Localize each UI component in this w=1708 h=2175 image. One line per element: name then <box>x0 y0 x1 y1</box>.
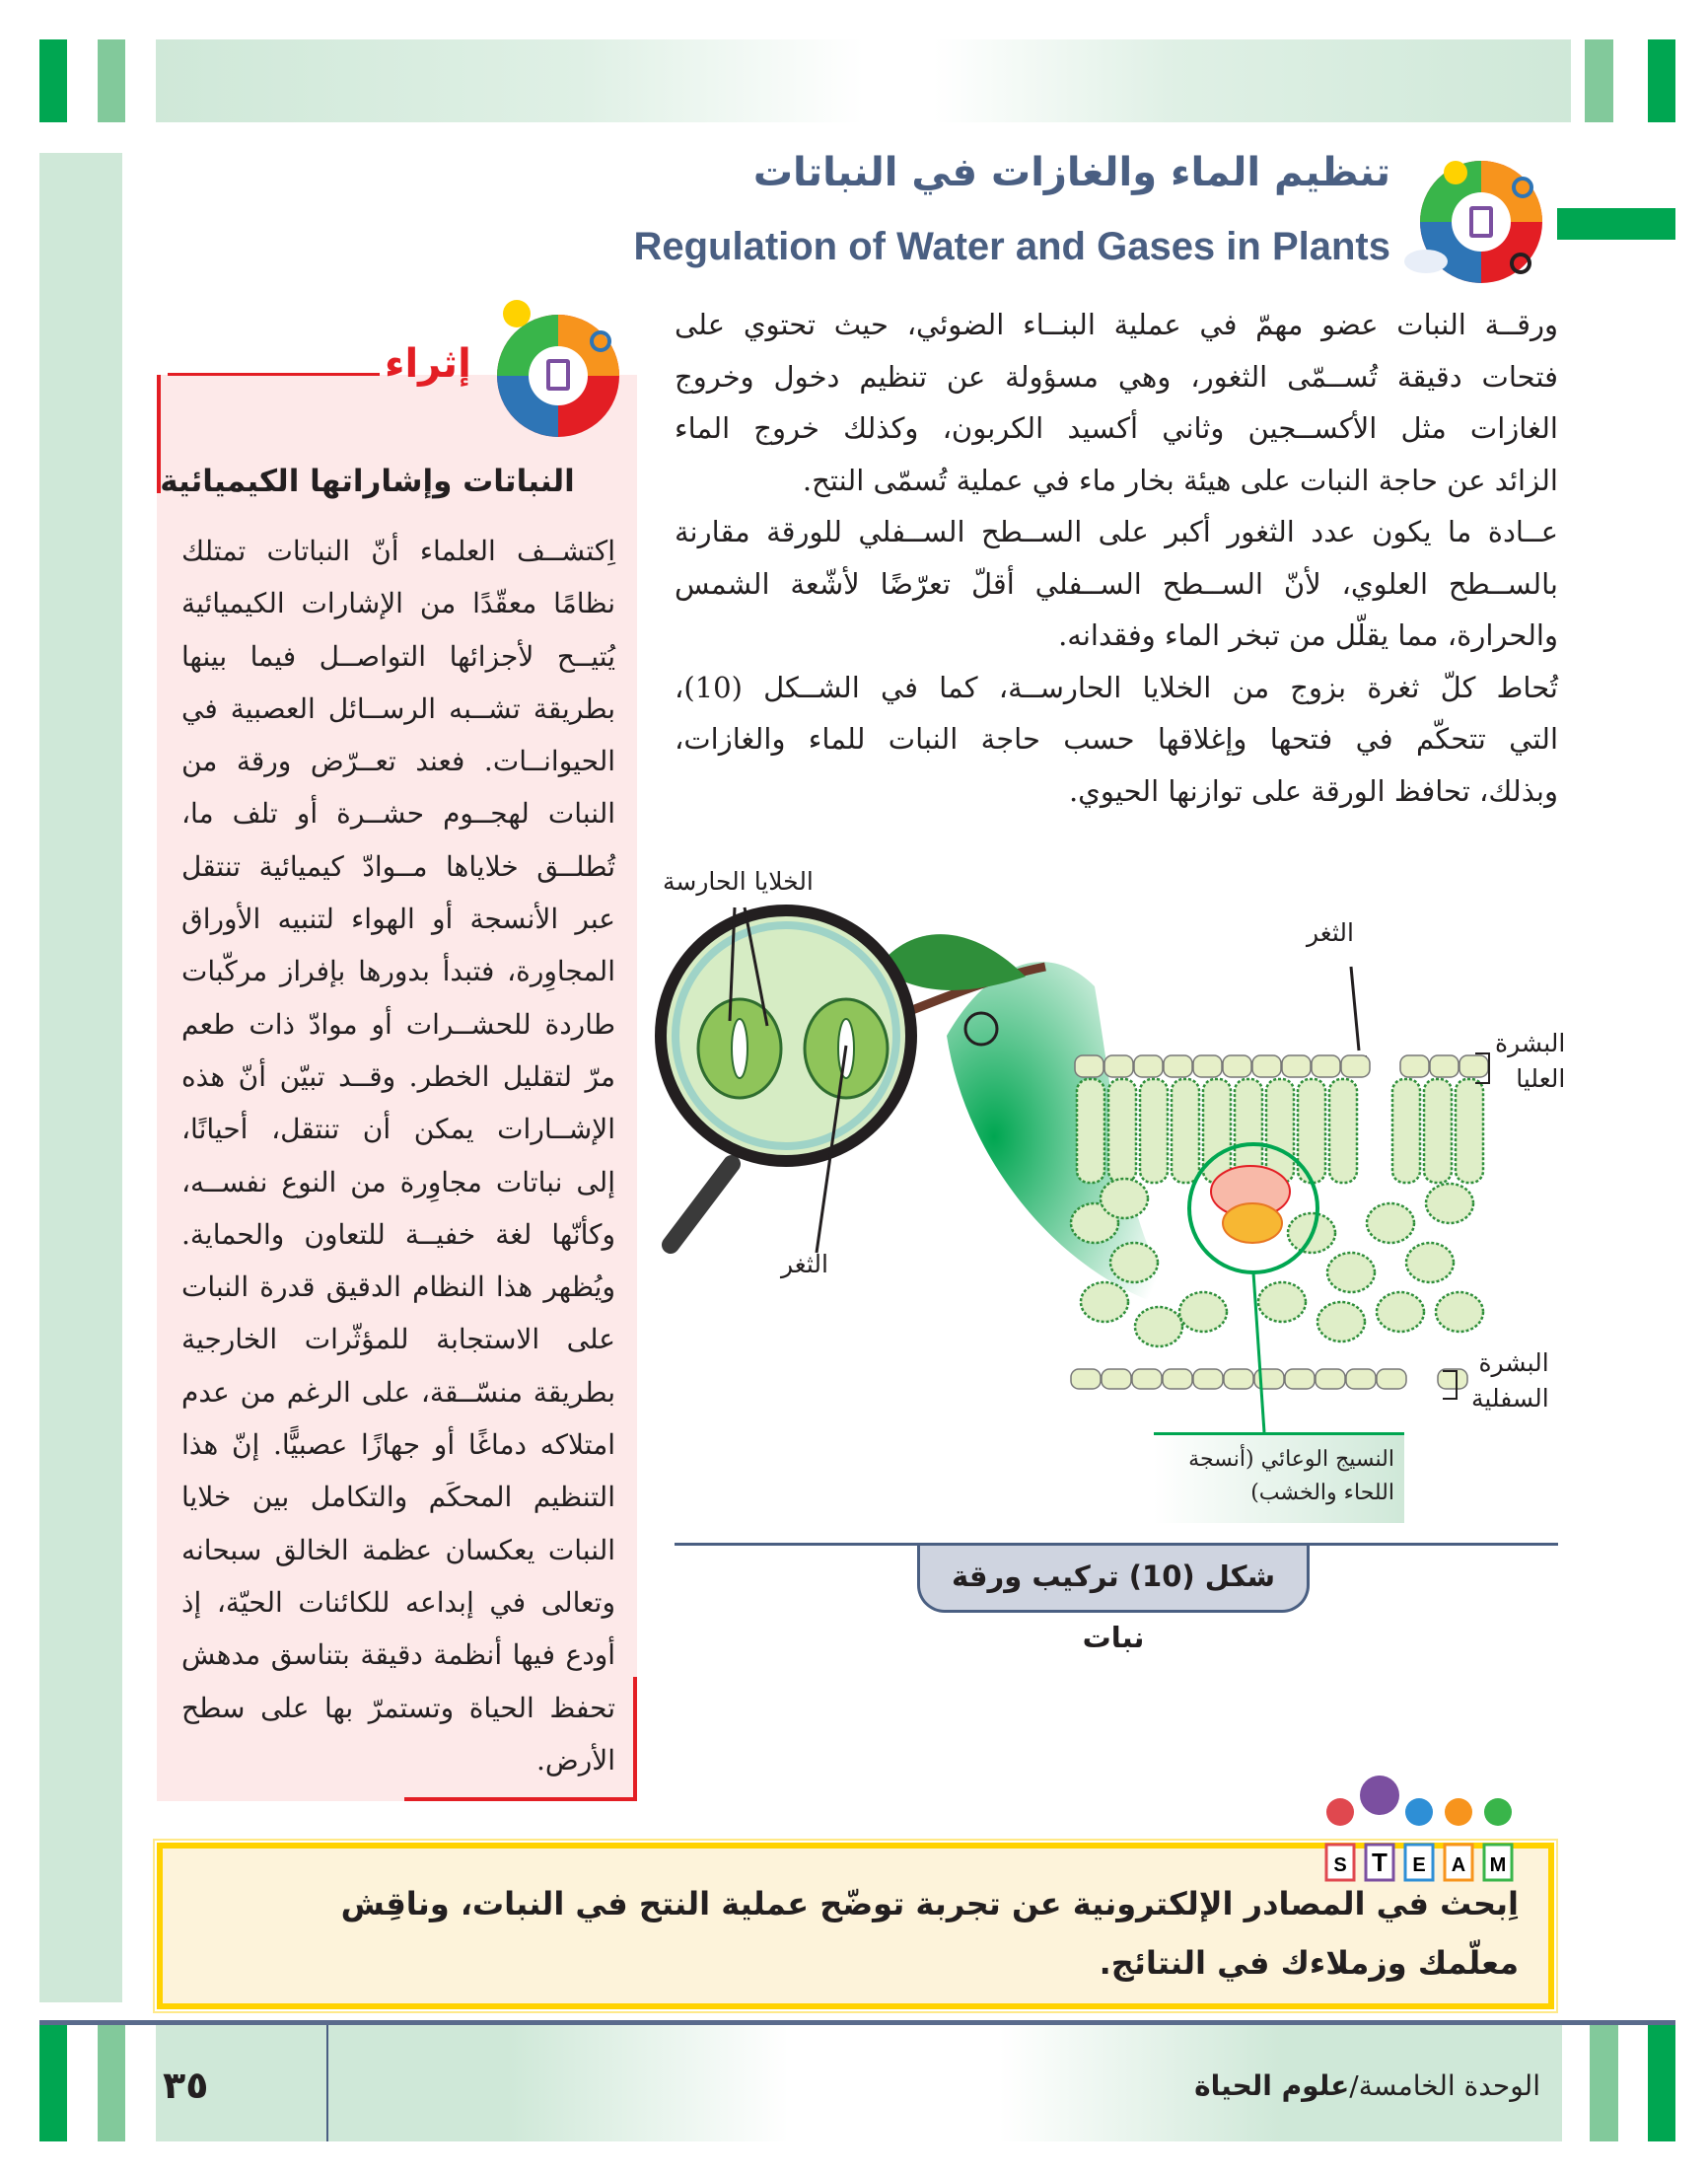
palisade-cell <box>1203 1079 1231 1183</box>
text-line: ورقــة النبات عضو مهمّ في عملية البنــاء الضوئي، حيث تحتوي على <box>675 308 1558 341</box>
text-line: امتلاكه دماغًا أو جهازًا عصبيًّا. إنّ هذا <box>181 1428 615 1462</box>
text-line: أودع فيها أنظمة دقيقة بتناسق مدهش <box>181 1638 615 1672</box>
spongy-cell <box>1258 1282 1306 1322</box>
text-line: على الاستجابة للمؤثّرات الخارجية <box>181 1323 615 1356</box>
palisade-cell <box>1392 1079 1420 1183</box>
lower-epidermis-cell <box>1224 1369 1253 1389</box>
text-line: تُحاط كلّ ثغرة بزوج من الخلايا الحارســة، كما في الشــكل (10)، <box>675 670 1558 704</box>
footer-bar-left-dark <box>39 2025 67 2141</box>
palisade-cell <box>1140 1079 1168 1183</box>
text-line: بالســطح العلوي، لأنّ الســطح الســفلي أقلّ تعرّضًا لأشّعة الشمس <box>675 566 1558 601</box>
footer-subject: علوم الحياة <box>1194 2069 1350 2102</box>
text-line: الإشــارات يمكن أن تنتقل، أحيانًا، <box>181 1113 615 1146</box>
enrichment-title: النباتات وإشاراتها الكيميائية <box>160 464 575 499</box>
label-guard-cells: الخلايا الحارسة <box>663 867 814 896</box>
enrichment-header-line <box>168 373 380 376</box>
text-line: تُطلــق خلاياها مــوادّ كيميائية تنتقل <box>181 849 615 883</box>
left-margin-strip <box>39 153 122 2002</box>
label-vascular-line1: النسيج الوعائي (أنسجة <box>1188 1447 1394 1472</box>
text-line: المجاوِرة، فتبدأ بدورها بإفراز مركّبات <box>181 955 615 988</box>
upper-epidermis-cell <box>1459 1055 1488 1077</box>
page-title-arabic: تنظيم الماء والغازات في النباتات <box>752 150 1390 195</box>
lower-epidermis-cell <box>1316 1369 1345 1389</box>
spongy-cell <box>1101 1179 1148 1218</box>
steam-m-icon <box>1484 1798 1512 1826</box>
palisade-cell <box>1424 1079 1452 1183</box>
enrichment-badge: إثراء <box>385 341 471 387</box>
lower-epidermis-cell <box>1285 1369 1315 1389</box>
enrichment-frame-right <box>633 1677 637 1801</box>
palisade-cell <box>1329 1079 1357 1183</box>
upper-epidermis-cell <box>1400 1055 1429 1077</box>
text-line: عبر الأنسجة أو الهواء لتنبيه الأوراق <box>181 903 615 936</box>
steam-logo <box>1315 1776 1524 1882</box>
upper-epidermis-cell <box>1430 1055 1459 1077</box>
spongy-cell <box>1406 1243 1454 1282</box>
lesson-icon <box>1404 153 1552 293</box>
lower-epidermis-cell <box>1377 1369 1406 1389</box>
footer-unit-name: الوحدة الخامسة/ <box>1349 2069 1540 2102</box>
header-band <box>156 39 1571 122</box>
steam-t-icon <box>1360 1776 1399 1815</box>
footer-bar-right-light <box>1590 2025 1618 2141</box>
text-line: يُتيــح لأجزائها التواصــل فيما بينها <box>181 639 615 673</box>
text-line: التنظيم المحكَم والتكامل بين خلايا <box>181 1481 615 1514</box>
text-line: وتعالى في إبداعه للكائنات الحيّة، إذ <box>181 1585 615 1619</box>
spongy-cell <box>1081 1282 1128 1322</box>
leaf-structure-diagram <box>654 862 1558 1530</box>
label-stoma-bottom: الثغر <box>781 1250 828 1278</box>
text-line: عــادة ما يكون عدد الثغور أكبر على الســطح الســفلي للورقة مقارنة <box>675 515 1558 548</box>
steam-letter: A <box>1451 1854 1466 1876</box>
label-lower-epidermis-line1: البشرة <box>1478 1348 1549 1377</box>
steam-letter: E <box>1412 1854 1426 1876</box>
title-green-tab <box>1557 208 1675 240</box>
steam-letter: M <box>1489 1854 1507 1876</box>
upper-epidermis-cell <box>1075 1055 1103 1077</box>
steam-activity-text: اِبحث في المصادر الإلكترونية عن تجربة توضّح عملية النتح في النبات، وناقِش معلّمك وزملاءك في النتائج. <box>340 1885 1519 1982</box>
text-line: وكأنّها لغة خفيــة للتعاون والحماية. <box>181 1217 615 1251</box>
lower-epidermis-cell <box>1346 1369 1376 1389</box>
footer-divider <box>326 2025 328 2141</box>
figure-caption: شكل (10) تركيب ورقة نبات <box>917 1546 1310 1613</box>
spongy-cell <box>1110 1243 1158 1282</box>
lower-epidermis-cell <box>1102 1369 1131 1389</box>
text-line: بطريقة تشــبه الرســائل العصبية في <box>181 691 615 725</box>
header-bar-right-dark <box>1648 39 1675 122</box>
label-upper-epidermis-line1: البشرة <box>1495 1029 1566 1057</box>
enrichment-icon <box>487 292 627 445</box>
header-bar-left-light <box>98 39 125 122</box>
text-line: اِكتشــف العلماء أنّ النباتات تمتلك <box>181 535 615 567</box>
text-line: الحيوانــات. فعند تعــرّض ورقة من <box>181 745 615 778</box>
text-line: النبات لهجــوم حشــرة أو تلف ما، <box>181 797 615 831</box>
phloem-xylem-lower <box>1223 1203 1282 1243</box>
upper-epidermis-cell <box>1134 1055 1163 1077</box>
label-vascular-line2: اللحاء والخشب) <box>1250 1481 1394 1505</box>
page-title-english: Regulation of Water and Gases in Plants <box>633 225 1390 268</box>
upper-epidermis-cell <box>1193 1055 1222 1077</box>
palisade-cell <box>1456 1079 1483 1183</box>
steam-letter: T <box>1372 1848 1388 1877</box>
spongy-cell <box>1367 1203 1414 1243</box>
label-upper-epidermis-line2: العليا <box>1516 1064 1566 1093</box>
label-vascular-tissue <box>1154 1432 1404 1523</box>
text-line: الزائد عن حاجة النبات على هيئة بخار ماء في عملية تُسمّى النتح. <box>802 463 1558 497</box>
text-line: وبذلك، تحافظ الورقة على توازنها الحيوي. <box>1068 773 1558 808</box>
palisade-cell <box>1172 1079 1199 1183</box>
text-line: التي تتحكّم في فتحها وإغلاقها حسب حاجة النبات للماء والغازات، <box>675 722 1558 756</box>
spongy-cell <box>1436 1292 1483 1332</box>
text-line: فتحات دقيقة تُســمّى الثغور، وهي مسؤولة عن تنظيم دخول وخروج <box>675 359 1558 394</box>
header-bar-right-light <box>1585 39 1613 122</box>
lower-epidermis-cell <box>1071 1369 1101 1389</box>
text-line: الأرض. <box>535 1743 615 1776</box>
palisade-cell <box>1077 1079 1104 1183</box>
magnifier-handle <box>671 1164 732 1245</box>
spongy-cell <box>1135 1307 1182 1346</box>
enrichment-frame-bottom <box>404 1797 637 1801</box>
steam-a-icon <box>1445 1798 1472 1826</box>
upper-epidermis-cell <box>1223 1055 1251 1077</box>
spongy-cell <box>1179 1292 1227 1332</box>
palisade-cell <box>1108 1079 1136 1183</box>
text-line: بطريقة منسّــقة، على الرغم من عدم <box>181 1375 615 1409</box>
spongy-cell <box>1327 1253 1375 1292</box>
upper-epidermis-cell <box>1341 1055 1370 1077</box>
text-line: إلى نباتات مجاوِرة من النوع نفســه، <box>181 1165 615 1198</box>
upper-epidermis-cell <box>1312 1055 1340 1077</box>
lower-epidermis-cell <box>1193 1369 1223 1389</box>
label-lower-epidermis-line2: السفلية <box>1471 1384 1549 1413</box>
label-stoma-top: الثغر <box>1307 918 1354 947</box>
text-line: تحفظ الحياة وتستمرّ بها على سطح <box>181 1691 615 1724</box>
text-line: ويُظهر هذا النظام الدقيق قدرة النبات <box>181 1270 615 1304</box>
enrichment-body-text <box>181 525 615 1786</box>
text-line: الغازات مثل الأكســجين وثاني أكسيد الكربون، وكذلك خروج الماء <box>675 411 1558 445</box>
text-line: مرّ لتقليل الخطر. وقــد تبيّن أنّ هذه <box>181 1059 615 1093</box>
spongy-cell <box>1426 1184 1473 1223</box>
label-lower-epidermis <box>1471 1345 1549 1416</box>
label-upper-epidermis <box>1495 1026 1565 1097</box>
upper-epidermis-cell <box>1164 1055 1192 1077</box>
upper-epidermis-cell <box>1252 1055 1281 1077</box>
guard-cells-left <box>698 999 781 1098</box>
footer-bar-left-light <box>98 2025 125 2141</box>
upper-epidermis-cell <box>1104 1055 1133 1077</box>
main-body-text <box>675 299 1558 817</box>
footer-bar-right-dark <box>1648 2025 1675 2141</box>
palisade-cell <box>1266 1079 1294 1183</box>
lower-epidermis-cell <box>1163 1369 1192 1389</box>
stoma-pointer-top <box>1351 967 1359 1051</box>
steam-letter: S <box>1333 1854 1347 1876</box>
lower-epidermis-cell <box>1132 1369 1162 1389</box>
text-line: طاردة للحشــرات أو موادّ ذات طعم <box>181 1007 615 1041</box>
spongy-cell <box>1377 1292 1424 1332</box>
header-bar-left-dark <box>39 39 67 122</box>
steam-s-icon <box>1326 1798 1354 1826</box>
steam-e-icon <box>1405 1798 1433 1826</box>
spongy-cell <box>1317 1302 1365 1341</box>
page-number: ٣٥ <box>163 2064 209 2107</box>
upper-epidermis-cell <box>1282 1055 1311 1077</box>
text-line: نظامًا معقّدًا من الإشارات الكيميائية <box>181 587 615 620</box>
footer-unit <box>1194 2069 1540 2102</box>
text-line: النبات يعكسان عظمة الخالق سبحانه <box>181 1533 615 1566</box>
text-line: والحرارة، مما يقلّل من تبخر الماء وفقدانه. <box>1058 618 1558 652</box>
